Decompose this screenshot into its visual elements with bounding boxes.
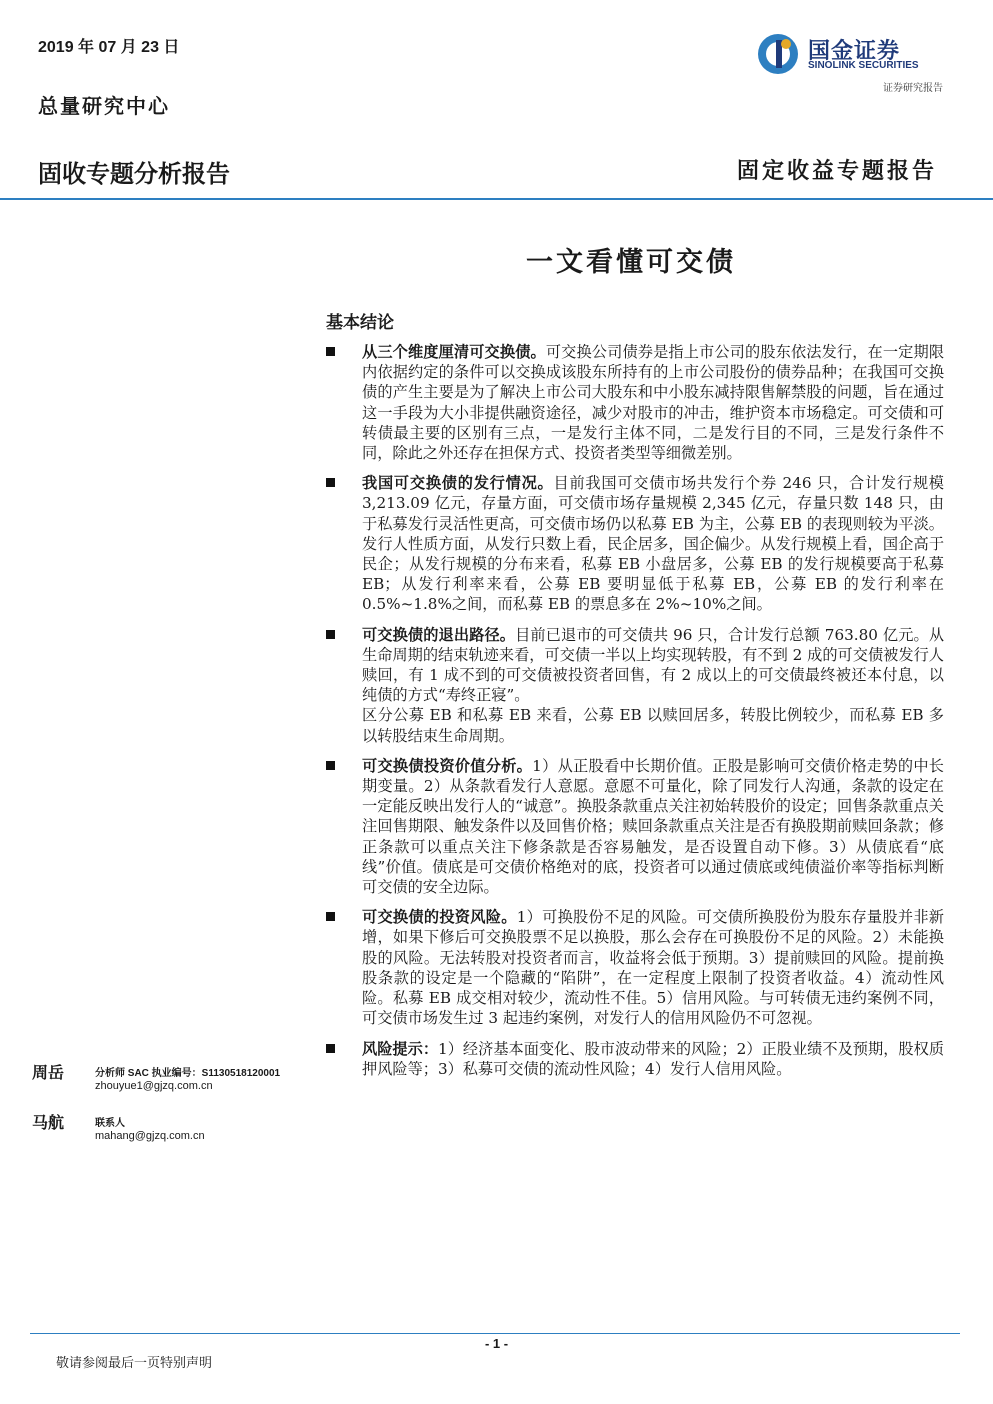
author-entry <box>32 1058 312 1104</box>
point-heading: 可交换债的投资风险。 <box>362 908 517 927</box>
page-number: - 1 - <box>484 1336 509 1351</box>
company-logo <box>756 32 946 76</box>
key-points-list <box>326 342 944 1079</box>
author-entry <box>32 1108 312 1154</box>
author-block <box>32 1058 312 1158</box>
section-heading: 基本结论 <box>326 313 394 333</box>
author-email[interactable]: mahang@gjzq.com.cn <box>95 1130 205 1142</box>
point-text: 1）经济基本面变化、股市波动带来的风险；2）正股业绩不及预期，股权质押风险等；3）私募可交债的流动性风险；4）发行人信用风险。 <box>362 1039 945 1078</box>
square-bullet-icon <box>326 478 335 487</box>
report-date: 2019 年 07 月 23 日 <box>38 39 180 56</box>
department-name: 总量研究中心 <box>38 94 170 118</box>
logo-name-cn: 国金证券 <box>808 38 901 63</box>
key-point <box>326 907 944 1028</box>
author-role: 联系人 <box>95 1118 125 1129</box>
author-name: 马航 <box>32 1113 65 1132</box>
point-heading: 从三个维度厘清可交换债。 <box>362 343 546 361</box>
header-divider <box>0 198 993 200</box>
key-point <box>326 473 944 614</box>
square-bullet-icon <box>326 761 335 770</box>
square-bullet-icon <box>326 347 335 356</box>
key-point <box>326 342 944 463</box>
logo-subtitle: 证券研究报告 <box>883 83 943 94</box>
square-bullet-icon <box>326 1044 335 1053</box>
point-text: 1）从正股看中长期价值。正股是影响可交债价格走势的中长期变量。2）从条款看发行人意愿。意愿不可量化，除了同发行人沟通，条款的设定在一定能反映出发行人的“诚意”。换股条款重点关注初始转股价的设定；回售条款重点关注回售期限、触发条件以及回售价格；赎回条款重点关注是否有换股期前赎回条款；修正条款可以重点关注下修条款是否容易触发，是否设置自动下修。3）从债底看“底线”价值。债底是可交债价格绝对的底，投资者可以通过债底或纯债溢价率等指标判断可交债的安全边际。 <box>362 756 944 897</box>
point-text: 目前我国可交债市场共发行个券 246 只，合计发行规模 3,213.09 亿元，存量方面，可交债市场存量规模 2,345 亿元，存量只数 148 只，由于私募发行灵活性更高，可交债市场仍以私募 EB 为主，公募 EB 的表现则较为平淡。发行人性质方面，从发行只数上看，民企居多，国企偏少。从发行规模上看，国企高于民企；从发行规模的分布来看，私募 EB 小盘居多，公募 EB 的发行规模要高于私募 EB；从发行利率来看，公募 EB 要明显低于私募 EB，公募 EB 的发行利率在 0.5%~1.8%之间，而私募 EB 的票息多在 2%~10%之间。 <box>362 474 944 614</box>
point-heading: 可交换债的退出路径。 <box>362 625 516 644</box>
point-heading: 风险提示： <box>362 1039 439 1058</box>
report-category: 固定收益专题报告 <box>736 158 937 184</box>
point-text: 1）可换股份不足的风险。可交债所换股份为股东存量股并非新增，如果下修后可交换股票不足以换股，那么会存在可换股份不足的风险。2）未能换股的风险。无法转股对投资者而言，收益将会低于预期。3）提前赎回的风险。提前换股条款的设定是一个隐藏的“陷阱”，在一定程度上限制了投资者收益。4）流动性风险。私募 EB 成交相对较少，流动性不佳。5）信用风险。与可转债无违约案例不同，可交债市场发生过 3 起违约案例，对发行人的信用风险仍不可忽视。 <box>362 908 944 1028</box>
author-name: 周岳 <box>32 1063 65 1082</box>
author-email[interactable]: zhouyue1@gjzq.com.cn <box>95 1080 213 1092</box>
report-type: 固收专题分析报告 <box>38 161 230 188</box>
square-bullet-icon <box>326 630 335 639</box>
point-heading: 我国可交换债的发行情况。 <box>362 474 554 493</box>
point-text: 可交换公司债券是指上市公司的股东依法发行，在一定期限内依据约定的条件可以交换成该股东所持有的上市公司股份的债券品种；在我国可交换债的产生主要是为了解决上市公司大股东和中小股东减持限售解禁股的问题，旨在通过这一手段为大小非提供融资途径，减少对股市的冲击，维护资本市场稳定。可交债和可转债最主要的区别有三点，一是发行主体不同，二是发行目的不同，三是发行条件不同，除此之外还存在担保方式、投资者类型等细微差别。 <box>362 343 945 463</box>
document-title: 一文看懂可交债 <box>526 247 736 278</box>
key-point <box>326 756 944 897</box>
footer-disclaimer: 敬请参阅最后一页特别声明 <box>56 1356 213 1371</box>
key-point <box>326 1039 944 1079</box>
square-bullet-icon <box>326 912 335 921</box>
key-point <box>326 625 944 746</box>
point-heading: 可交换债投资价值分析。 <box>362 756 533 775</box>
author-role: 分析师 SAC 执业编号：S1130518120001 <box>95 1068 281 1079</box>
footer-divider <box>30 1333 960 1334</box>
point-text: 区分公募 EB 和私募 EB 来看，公募 EB 以赎回居多，转股比例较少，而私募 EB 多以转股结束生命周期。 <box>362 706 944 745</box>
sinolink-logo-icon <box>756 32 800 76</box>
point-text: 目前已退市的可交债共 96 只，合计发行总额 763.80 亿元。从生命周期的结束轨迹来看，可交债一半以上均实现转股，有不到 2 成的可交债被发行人赎回，有 1 成不到的可交债被投资者回售，有 2 成以上的可交债最终被还本付息，以纯债的方式“寿终正寝”。 <box>362 625 945 705</box>
logo-name-en: SINOLINK SECURITIES <box>808 60 919 71</box>
